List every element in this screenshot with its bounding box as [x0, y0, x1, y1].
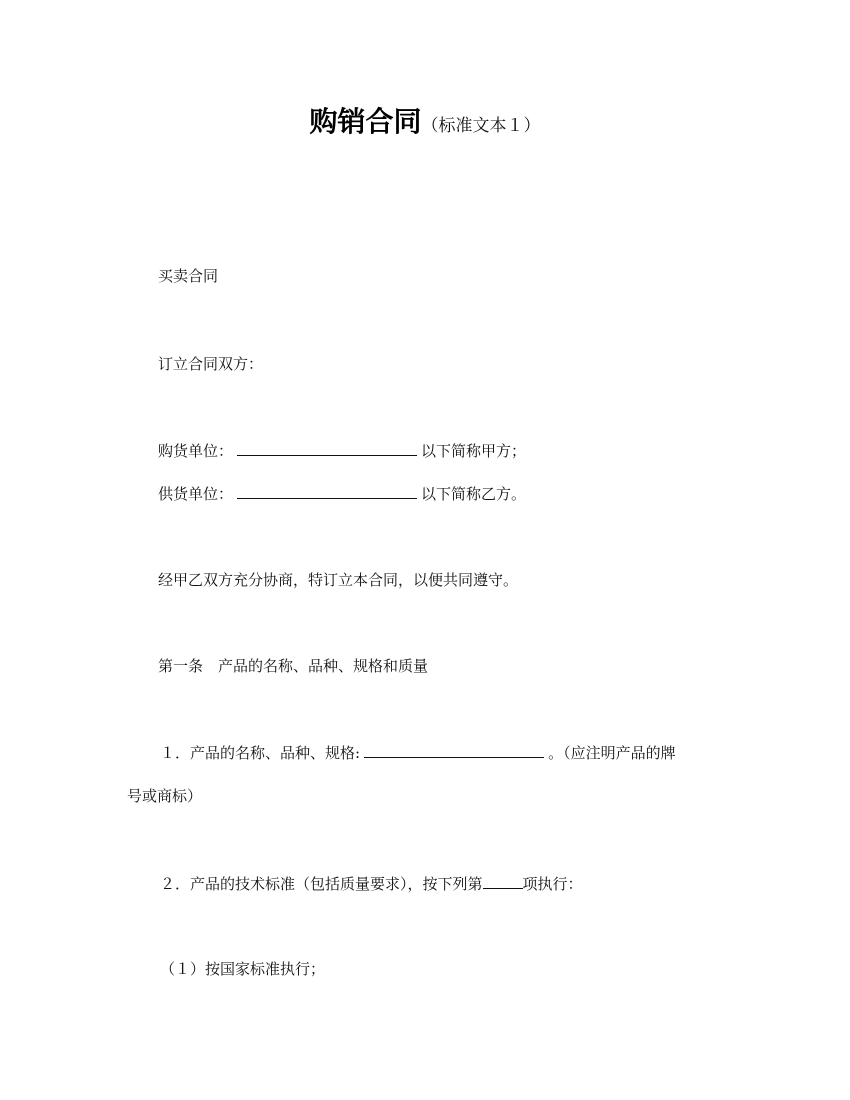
item2-blank-field[interactable] [483, 873, 523, 889]
buyer-blank-field[interactable] [237, 440, 417, 456]
contract-type-line: 买卖合同 [158, 267, 219, 285]
sub-item1-line: （１）按国家标准执行； [160, 960, 326, 978]
item1-blank-field[interactable] [364, 742, 544, 758]
item2-prefix: ２．产品的技术标准（包括质量要求），按下列第 [160, 875, 483, 893]
item2-suffix: 项执行： [522, 875, 583, 893]
title-main: 购销合同 [309, 105, 422, 138]
document-title [0, 100, 850, 140]
item1-line [160, 742, 676, 763]
buyer-suffix: 以下简称甲方； [421, 442, 527, 460]
supplier-line [158, 483, 526, 504]
buyer-label: 购货单位： [158, 442, 234, 460]
supplier-suffix: 以下简称乙方。 [421, 485, 527, 503]
title-subtitle: （标准文本１） [421, 116, 541, 136]
parties-heading: 订立合同双方： [158, 355, 264, 373]
buyer-line [158, 440, 526, 461]
item1-continuation: 号或商标） [127, 787, 203, 805]
item2-line [160, 873, 583, 894]
supplier-blank-field[interactable] [237, 483, 417, 499]
preamble-line: 经甲乙双方充分协商，特订立本合同，以便共同遵守。 [158, 571, 519, 589]
item1-prefix: １．产品的名称、品种、规格: [160, 744, 361, 762]
supplier-label: 供货单位： [158, 485, 234, 503]
article1-heading: 第一条 产品的名称、品种、规格和质量 [158, 657, 429, 675]
item1-suffix: 。（应注明产品的牌 [548, 744, 676, 762]
